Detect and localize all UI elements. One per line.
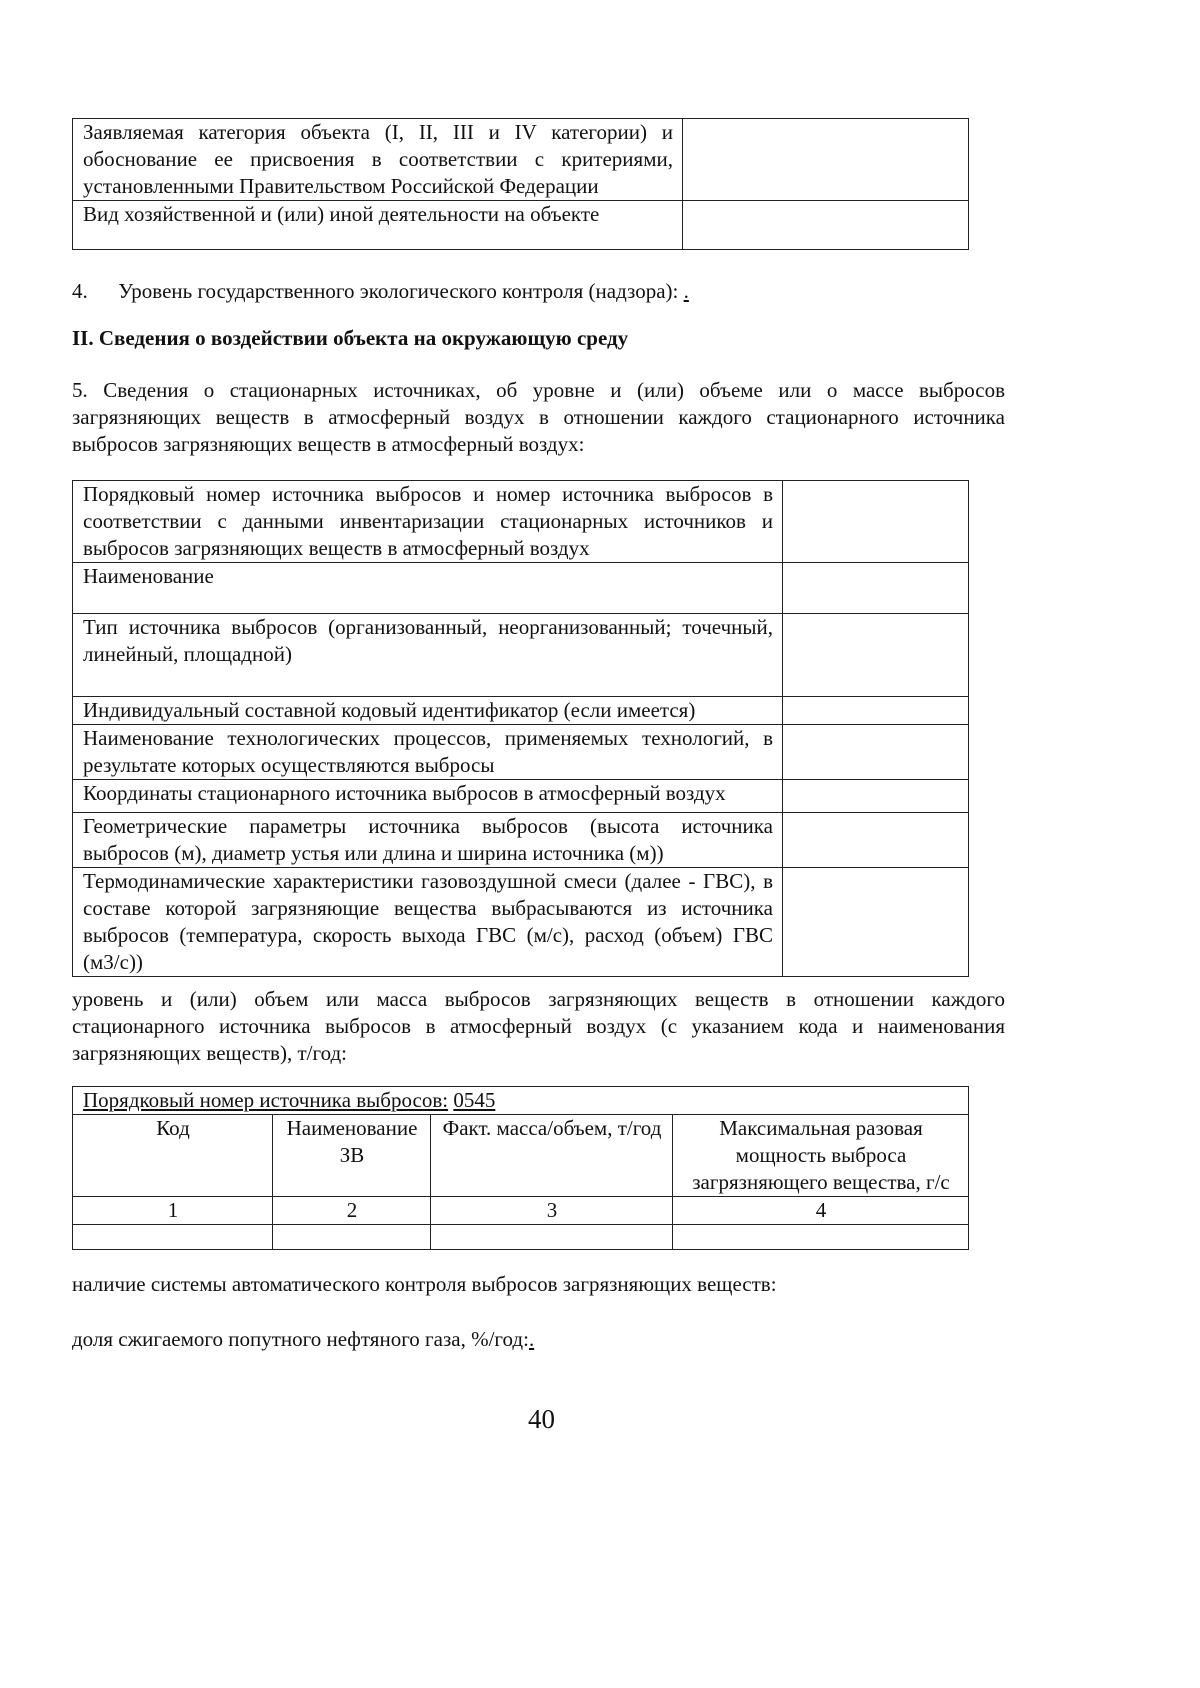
processes-label: Наименование технологических процессов, применяемых технологий, в результате которых осуществляются выбросы [73, 725, 783, 780]
source-number: 0545 [453, 1088, 496, 1112]
table-row [73, 481, 969, 563]
table-header-row [73, 1115, 969, 1197]
column-header-name: Наименование ЗВ [273, 1115, 431, 1197]
index-cell: 1 [73, 1197, 273, 1225]
table-row [73, 201, 969, 250]
data-cell [73, 1225, 273, 1250]
item-number: 4. [72, 279, 88, 303]
table-row [73, 868, 969, 977]
item5-paragraph: 5. Сведения о стационарных источниках, об уровне и (или) объеме или о массе выбросов загрязняющих веществ в атмосферный воздух в отношении каждого стационарного источника выбросов загрязняющих веществ в атмосферный воздух: [72, 378, 1005, 456]
index-cell: 4 [673, 1197, 969, 1225]
emission-source-table [72, 480, 969, 977]
source-number-cell [73, 1087, 969, 1115]
emission-intro-paragraph: уровень и (или) объем или масса выбросов загрязняющих веществ в отношении каждого стационарного источника выбросов в атмосферный воздух (с указанием кода и наименования загрязняющих веществ), т/год: [72, 987, 1005, 1065]
table-row [73, 725, 969, 780]
source-type-label: Тип источника выбросов (организованный, неорганизованный; точечный, линейный, площадной) [73, 614, 783, 697]
table-row [73, 1197, 969, 1225]
table-row [73, 1087, 969, 1115]
index-cell: 3 [431, 1197, 673, 1225]
data-cell [273, 1225, 431, 1250]
index-cell: 2 [273, 1197, 431, 1225]
gas-share-line [72, 1326, 534, 1353]
source-type-value [783, 614, 969, 697]
emission-volume-table [72, 1086, 969, 1250]
table-row [73, 813, 969, 868]
gas-share-value: . [528, 1327, 535, 1351]
table-row [73, 780, 969, 813]
column-header-code: Код [73, 1115, 273, 1197]
code-id-value [783, 697, 969, 725]
activity-type-label: Вид хозяйственной и (или) иной деятельности на объекте [73, 201, 683, 250]
source-name-label: Наименование [73, 563, 783, 614]
table-row [73, 614, 969, 697]
category-value [683, 119, 969, 201]
object-category-table [72, 118, 969, 250]
page-number: 40 [528, 1404, 555, 1434]
coordinates-label: Координаты стационарного источника выбросов в атмосферный воздух [73, 780, 783, 813]
code-id-label: Индивидуальный составной кодовый идентификатор (если имеется) [73, 697, 783, 725]
table-row [73, 1225, 969, 1250]
source-name-value [783, 563, 969, 614]
table-row [73, 563, 969, 614]
control-level-line [72, 278, 972, 305]
source-number-label: Порядковый номер источника выбросов и номер источника выбросов в соответствии с данными инвентаризации стационарных источников и выбросов загрязняющих веществ в атмосферный воздух [73, 481, 783, 563]
source-number-caption: Порядковый номер источника выбросов: [83, 1088, 449, 1112]
column-header-max-power: Максимальная разовая мощность выброса загрязняющего вещества, г/с [673, 1115, 969, 1197]
geometry-value [783, 813, 969, 868]
activity-type-value [683, 201, 969, 250]
table-row [73, 119, 969, 201]
control-level-value: . [683, 279, 689, 303]
gas-share-label: доля сжигаемого попутного нефтяного газа, %/год: [72, 1327, 529, 1351]
source-number-value [783, 481, 969, 563]
column-header-mass: Факт. масса/объем, т/год [431, 1115, 673, 1197]
coordinates-value [783, 780, 969, 813]
auto-control-line: наличие системы автоматического контроля выбросов загрязняющих веществ: [72, 1272, 777, 1296]
data-cell [431, 1225, 673, 1250]
geometry-label: Геометрические параметры источника выбросов (высота источника выбросов (м), диаметр устья или длина и ширина источника (м)) [73, 813, 783, 868]
table-row [73, 697, 969, 725]
section-heading: II. Сведения о воздействии объекта на окружающую среду [72, 326, 629, 350]
thermodynamics-label: Термодинамические характеристики газовоздушной смеси (далее - ГВС), в составе которой загрязняющие вещества выбрасываются из источника выбросов (температура, скорость выхода ГВС (м/с), расход (объем) ГВС (м3/с)) [73, 868, 783, 977]
control-level-label: Уровень государственного экологического контроля (надзора): [118, 279, 679, 303]
category-label: Заявляемая категория объекта (I, II, III и IV категории) и обоснование ее присвоения в соответствии с критериями, установленными Правительством Российской Федерации [73, 119, 683, 201]
processes-value [783, 725, 969, 780]
data-cell [673, 1225, 969, 1250]
thermodynamics-value [783, 868, 969, 977]
